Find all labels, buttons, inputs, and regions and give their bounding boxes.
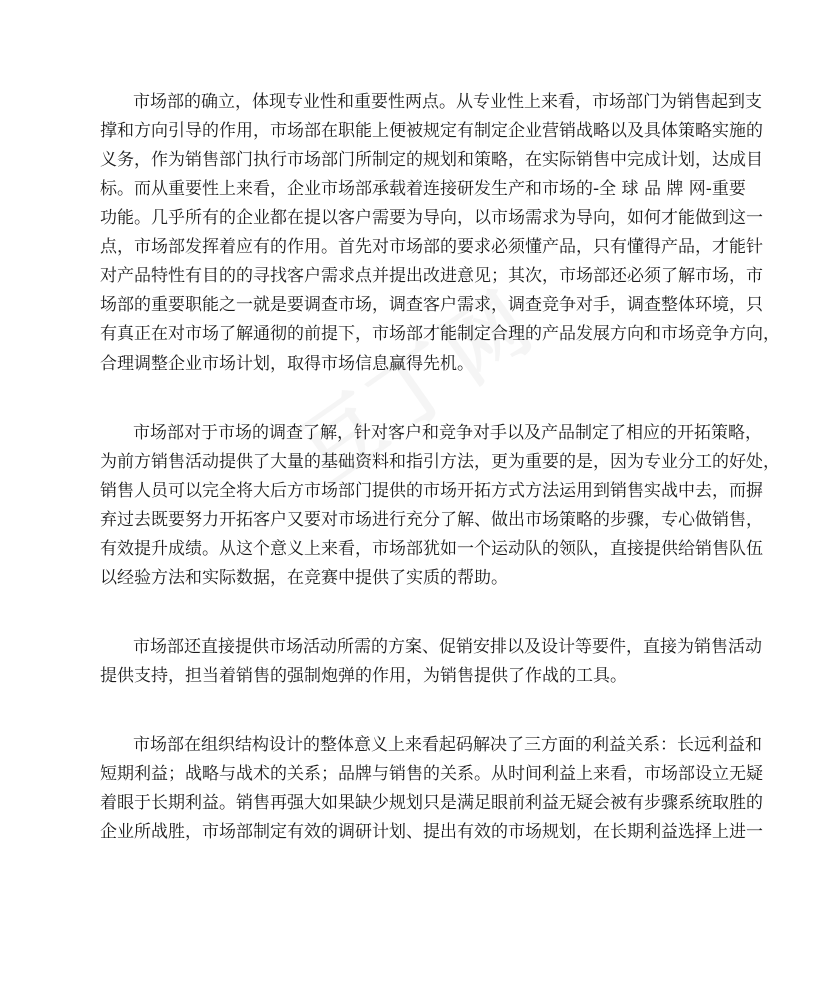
paragraph-1-line-8: 场部的重要职能之一就是要调查市场，调查客户需求，调查竞争对手，调查整体环境，只: [100, 295, 763, 315]
paragraph-1-line-4: 标。而从重要性上来看，企业市场部承载着连接研发生产和市场的-全 球 品 牌 网-重要: [100, 179, 746, 199]
paragraph-1-line-5: 功能。几乎所有的企业都在提以客户需要为导向，以市场需求为导向，如何才能做到这一: [100, 208, 763, 228]
paragraph-1-line-1: 市场部的确立，体现专业性和重要性两点。从专业性上来看，市场部门为销售起到支: [133, 92, 762, 112]
paragraph-1-line-9: 有真正在对市场了解通彻的前提下，市场部才能制定合理的产品发展方向和市场竞争方向，: [100, 324, 780, 344]
paragraph-2-line-2: 为前方销售活动提供了大量的基础资料和指引方法，更为重要的是，因为专业分工的好处，: [100, 452, 780, 472]
paragraph-2-line-4: 弃过去既要努力开拓客户又要对市场进行充分了解、做出市场策略的步骤，专心做销售，: [100, 510, 763, 530]
paragraph-1-line-10: 合理调整企业市场计划，取得市场信息赢得先机。: [100, 354, 474, 374]
paragraph-4-line-3: 着眼于长期利益。销售再强大如果缺少规划只是满足眼前利益无疑会被有步骤系统取胜的: [100, 793, 763, 813]
paragraph-3-line-2: 提供支持，担当着销售的强制炮弹的作用，为销售提供了作战的工具。: [100, 666, 627, 686]
paragraph-4-line-4: 企业所战胜，市场部制定有效的调研计划、提出有效的市场规划，在长期利益选择上进一: [100, 822, 763, 842]
paragraph-3-line-1: 市场部还直接提供市场活动所需的方案、促销安排以及设计等要件，直接为销售活动: [133, 637, 762, 657]
paragraph-4-line-2: 短期利益；战略与战术的关系；品牌与销售的关系。从时间利益上来看，市场部设立无疑: [100, 764, 763, 784]
paragraph-2-line-1: 市场部对于市场的调查了解，针对客户和竞争对手以及产品制定了相应的开拓策略，: [133, 423, 762, 443]
paragraph-1-line-2: 撑和方向引导的作用，市场部在职能上便被规定有制定企业营销战略以及具体策略实施的: [100, 121, 763, 141]
paragraph-2-line-5: 有效提升成绩。从这个意义上来看，市场部犹如一个运动队的领队，直接提供给销售队伍: [100, 539, 763, 559]
paragraph-2-line-6: 以经验方法和实际数据，在竞赛中提供了实质的帮助。: [100, 568, 508, 588]
paragraph-2-line-3: 销售人员可以完全将大后方市场部门提供的市场开拓方式方法运用到销售实战中去，而摒: [100, 481, 763, 501]
paragraph-1-line-3: 义务，作为销售部门执行市场部门所制定的规划和策略，在实际销售中完成计划，达成目: [100, 150, 763, 170]
paragraph-1-line-7: 对产品特性有目的的寻找客户需求点并提出改进意见；其次，市场部还必须了解市场，市: [100, 266, 763, 286]
paragraph-1-line-6: 点，市场部发挥着应有的作用。首先对市场部的要求必须懂产品，只有懂得产品，才能针: [100, 237, 763, 257]
paragraph-4-line-1: 市场部在组织结构设计的整体意义上来看起码解决了三方面的利益关系：长远利益和: [133, 735, 762, 755]
